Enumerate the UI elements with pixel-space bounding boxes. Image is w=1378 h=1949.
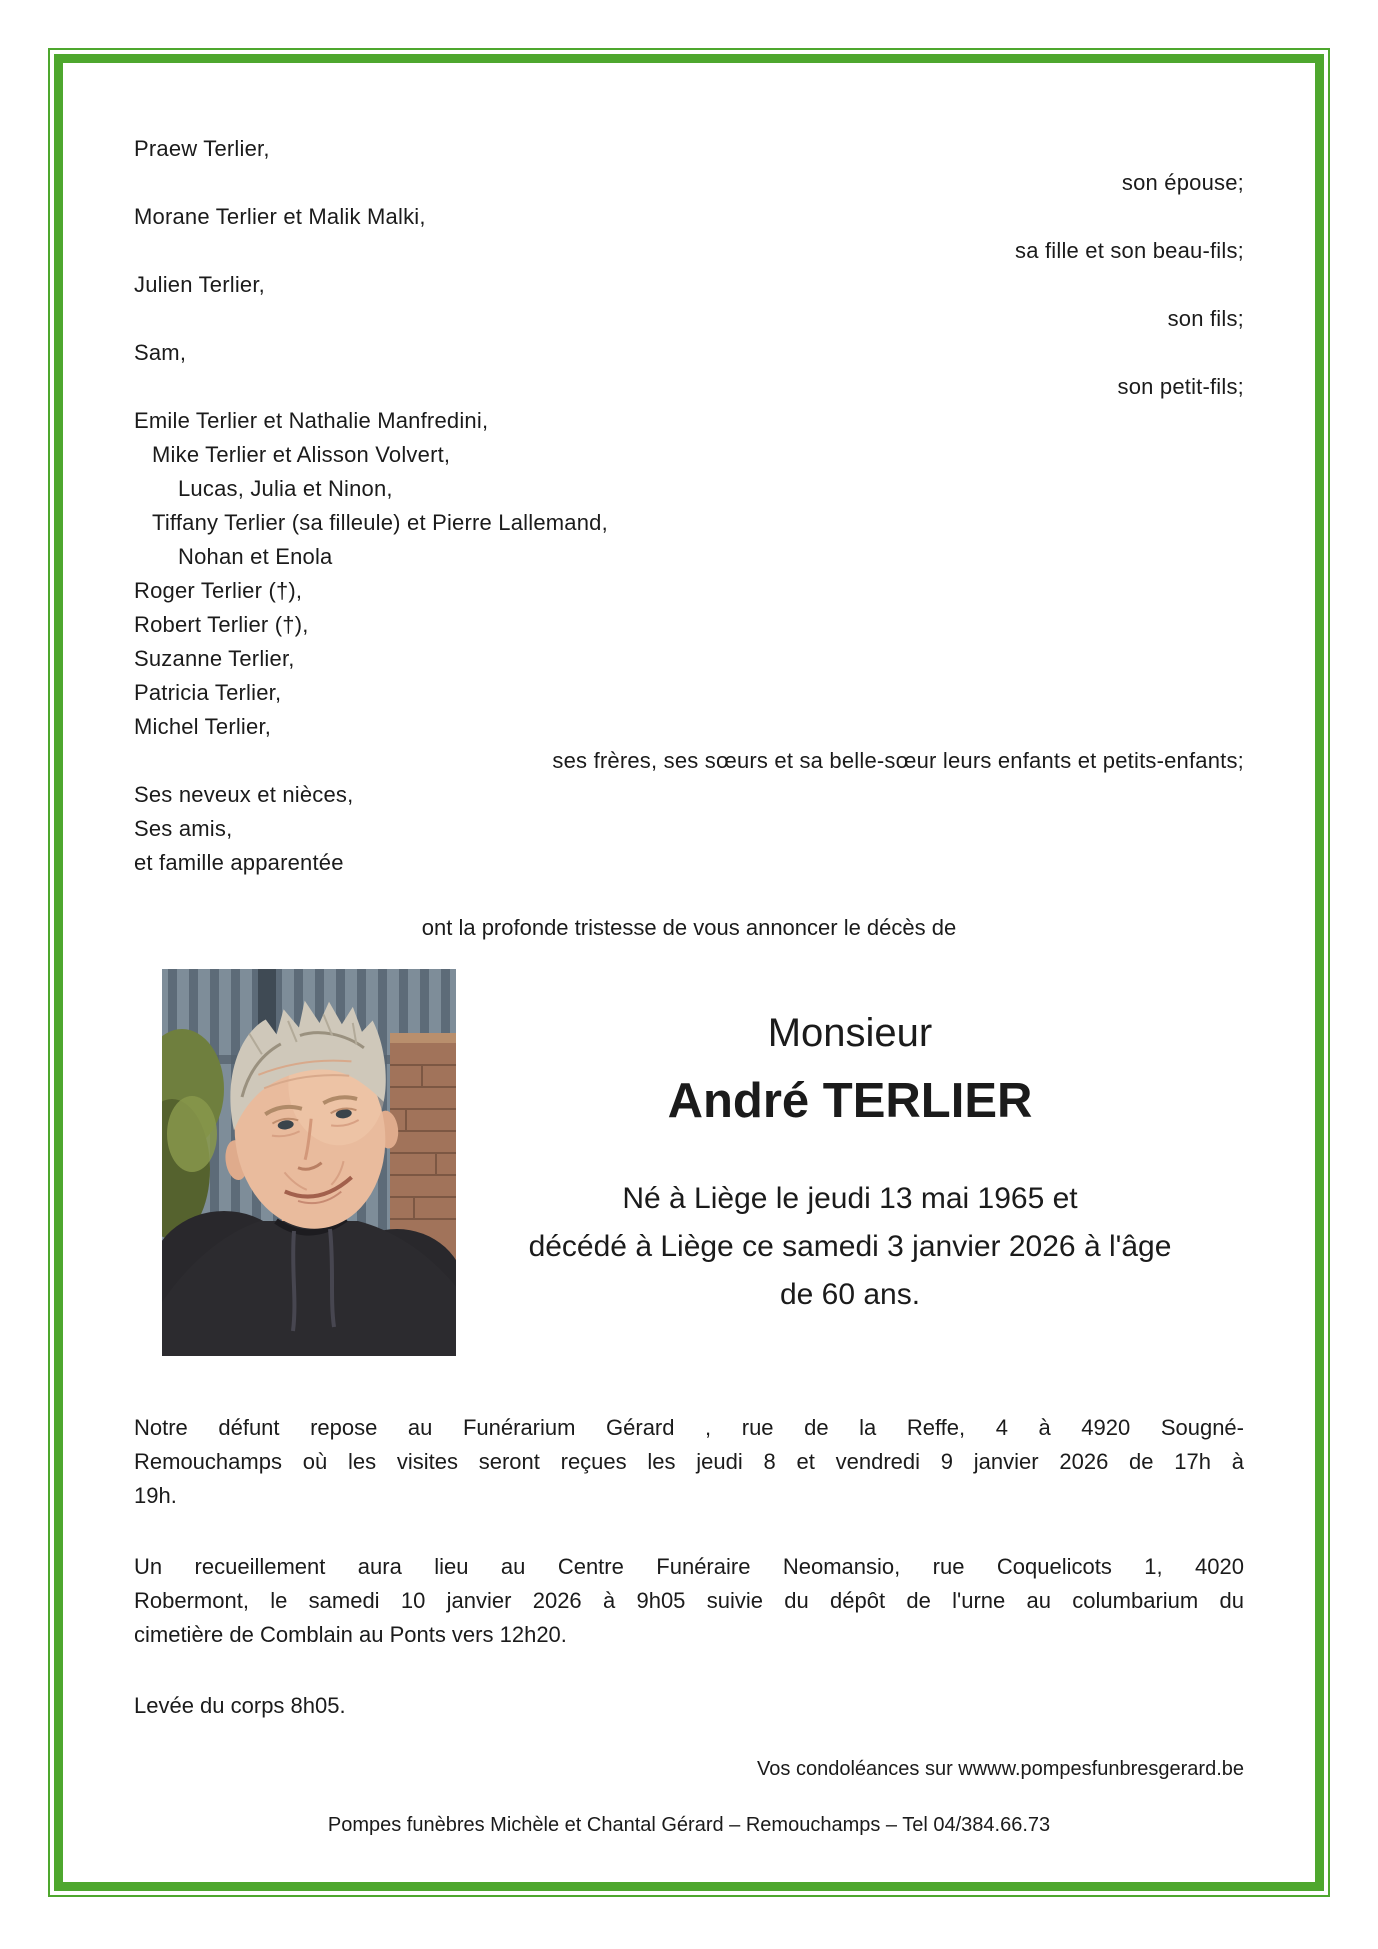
family-line: Tiffany Terlier (sa filleule) et Pierre Lallemand, — [152, 510, 608, 535]
family-list — [134, 132, 1244, 880]
relation-line: son épouse; — [1121, 170, 1244, 195]
announcement-line: ont la profonde tristesse de vous annoncer le décès de — [421, 915, 957, 940]
family-line: Mike Terlier et Alisson Volvert, — [152, 442, 451, 467]
paragraph-repose — [134, 1411, 1244, 1513]
family-line: Julien Terlier, — [134, 272, 265, 297]
family-line: Roger Terlier (†), — [134, 578, 303, 603]
paragraph-line: Un recueillement aura lieu au Centre Funéraire Neomansio, rue Coquelicots 1, 4020 — [134, 1554, 1244, 1579]
relation-line: ses frères, ses sœurs et sa belle-sœur leurs enfants et petits-enfants; — [552, 748, 1244, 773]
family-line: Nohan et Enola — [178, 544, 333, 569]
deceased-name: André TERLIER — [667, 1074, 1033, 1128]
family-line: Patricia Terlier, — [134, 680, 282, 705]
details-line: de 60 ans. — [779, 1278, 921, 1311]
deceased-identity — [456, 969, 1244, 1356]
deceased-details — [456, 1175, 1244, 1319]
paragraph-line: Remouchamps où les visites seront reçues les jeudi 8 et vendredi 9 janvier 2026 de 17h à — [134, 1449, 1244, 1474]
family-line: Robert Terlier (†), — [134, 612, 309, 637]
family-line: Lucas, Julia et Ninon, — [178, 476, 393, 501]
relation-line: son petit-fils; — [1117, 374, 1244, 399]
paragraph-recueillement — [134, 1550, 1244, 1652]
family-line: Michel Terlier, — [134, 714, 272, 739]
page-content — [134, 132, 1244, 1842]
deceased-section — [134, 969, 1244, 1356]
portrait-photo — [162, 969, 456, 1356]
details-line: Né à Liège le jeudi 13 mai 1965 et — [622, 1182, 1078, 1215]
family-line: et famille apparentée — [134, 850, 344, 875]
funeral-home-line: Pompes funèbres Michèle et Chantal Gérard – Remouchamps – Tel 04/384.66.73 — [327, 1814, 1051, 1836]
deceased-title: Monsieur — [767, 1011, 933, 1055]
family-line: Morane Terlier et Malik Malki, — [134, 204, 426, 229]
paragraph-line: Notre défunt repose au Funérarium Gérard , rue de la Reffe, 4 à 4920 Sougné- — [134, 1415, 1244, 1440]
family-line: Emile Terlier et Nathalie Manfredini, — [134, 408, 489, 433]
paragraph-levee: Levée du corps 8h05. — [134, 1693, 346, 1718]
details-line: décédé à Liège ce samedi 3 janvier 2026 à l'âge — [528, 1230, 1172, 1263]
paragraph-line: cimetière de Comblain au Ponts vers 12h20. — [134, 1622, 567, 1647]
family-line: Praew Terlier, — [134, 136, 270, 161]
family-line: Ses neveux et nièces, — [134, 782, 354, 807]
paragraph-line: Robermont, le samedi 10 janvier 2026 à 9h05 suivie du dépôt de l'urne au columbarium du — [134, 1588, 1244, 1613]
paragraph-line: 19h. — [134, 1483, 177, 1508]
relation-line: son fils; — [1167, 306, 1244, 331]
relation-line: sa fille et son beau-fils; — [1015, 238, 1244, 263]
family-line: Suzanne Terlier, — [134, 646, 295, 671]
condolences-line: Vos condoléances sur wwww.pompesfunbresgerard.be — [757, 1758, 1244, 1780]
family-line: Sam, — [134, 340, 187, 365]
family-line: Ses amis, — [134, 816, 233, 841]
